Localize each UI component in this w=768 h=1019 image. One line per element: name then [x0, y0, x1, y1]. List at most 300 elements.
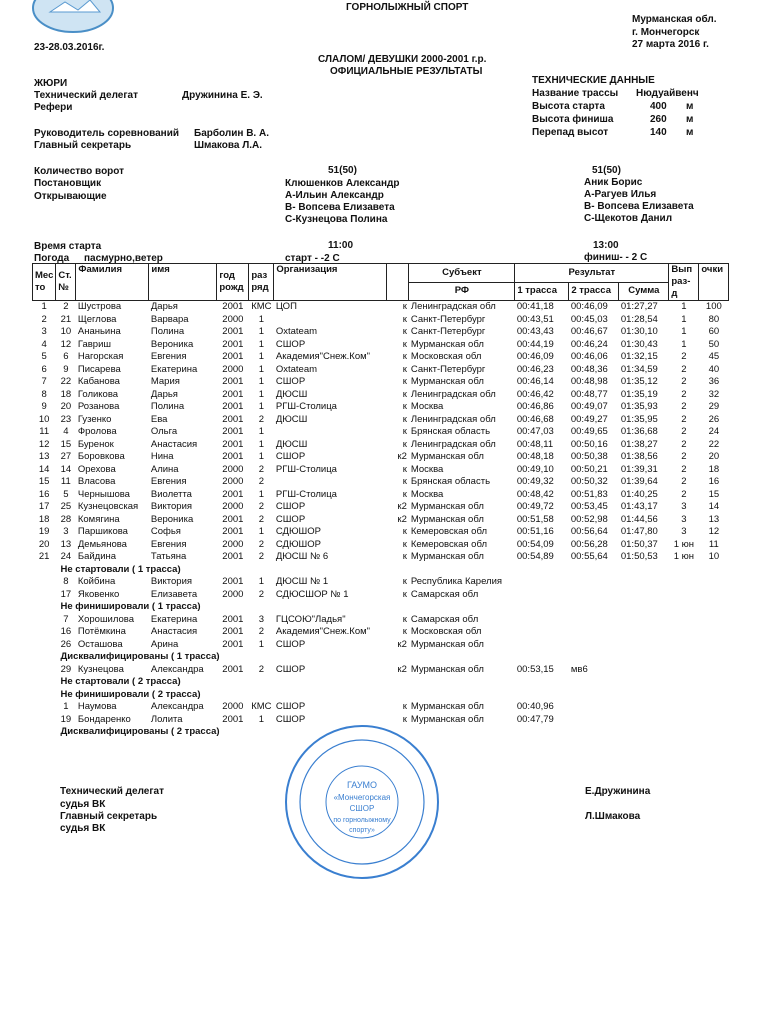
cell-place: 20 [38, 538, 50, 550]
cell-k: к [402, 613, 407, 625]
cell-bib: 8 [63, 576, 69, 587]
cell-points: 20 [708, 451, 720, 462]
cell-year: 2001 [222, 338, 244, 350]
cell-rank: 2 [258, 513, 264, 525]
cell-org [274, 314, 387, 327]
cell-surname: Кузнецовская [77, 501, 139, 512]
cell-rank: 1 [258, 363, 264, 375]
cell-org: Oxtateam [275, 326, 318, 337]
cell-place: 5 [41, 351, 47, 362]
cell-surname: Щеглова [77, 313, 117, 325]
cell-vyp [669, 626, 699, 639]
cell-sum: 01:50,53 [620, 551, 658, 562]
cell-sum: 01:27,27 [620, 301, 658, 312]
cell-name: Арина [150, 638, 179, 650]
cell-points: 50 [708, 338, 720, 350]
cell-run1: 00:46,42 [516, 388, 554, 400]
cell-surname: Наумова [77, 701, 117, 712]
logo [30, 0, 116, 34]
cell-rank: 2 [258, 476, 264, 487]
cell-surname: Шустрова [77, 301, 122, 312]
cell-k: к [402, 576, 407, 587]
cell-run2: 00:50,16 [570, 438, 608, 450]
cell-rank: 1 [258, 376, 264, 387]
cell-org: СШОР [275, 376, 306, 387]
cell-sum [619, 639, 669, 652]
cell-k: к [402, 551, 407, 562]
cell-run1: 00:47,79 [516, 713, 554, 725]
footer-judge-label-1: судья ВК [60, 799, 106, 810]
cell-k: к [402, 438, 407, 450]
cell-place: 11 [39, 426, 50, 437]
cell-bib: 16 [60, 626, 72, 637]
cell-surname: Чернышова [77, 488, 130, 500]
cell-surname: Боровкова [77, 451, 125, 462]
header-run2: 2 трасса [569, 282, 619, 301]
cell-year: 2001 [222, 426, 244, 437]
cell-run1: 00:46,14 [516, 376, 554, 387]
header-rank: раз ряд [249, 264, 274, 301]
cell-points: 45 [708, 351, 720, 362]
cell-rank: 1 [258, 388, 264, 400]
run1-setter: Клюшенков Александр [285, 178, 400, 189]
run1-forerunner-c: С-Кузнецова Полина [285, 214, 388, 225]
cell-run1: 00:54,89 [516, 551, 554, 562]
header-result: Результат [515, 264, 669, 283]
vertical-drop-unit: м [686, 127, 694, 138]
cell-vyp: 2 [681, 413, 687, 425]
cell-subject: Мурманская обл [410, 638, 484, 650]
cell-k: к [402, 426, 407, 437]
vertical-drop-value: 140 [650, 127, 667, 138]
cell-vyp: 2 [681, 476, 687, 487]
cell-sum: 01:34,59 [620, 363, 658, 375]
cell-year: 2000 [222, 463, 244, 475]
cell-subject: Мурманская обл [410, 551, 484, 562]
cell-name: Нина [150, 451, 174, 462]
cell-name: Екатерина [150, 613, 198, 625]
header-year: год рожд [217, 264, 249, 301]
cell-name: Полина [150, 401, 185, 412]
cell-bib: 6 [63, 351, 69, 362]
start-alt-label: Высота старта [532, 101, 605, 112]
cell-run1: 00:48,18 [516, 451, 554, 462]
cell-name: Вероника [150, 338, 194, 350]
city: г. Мончегорск [632, 27, 700, 38]
cell-sum: 01:38,56 [620, 451, 658, 462]
cell-points: 60 [708, 326, 720, 337]
cell-surname: Койбина [77, 576, 116, 587]
header-place: Мес то [33, 264, 56, 301]
finish-alt-label: Высота финиша [532, 114, 614, 125]
cell-subject: Санкт-Петербург [410, 326, 486, 337]
cell-name: Дарья [150, 388, 178, 400]
cell-name: Евгения [150, 476, 187, 487]
cell-surname: Розанова [77, 401, 120, 412]
cell-subject: Московская обл [410, 351, 482, 362]
cell-bib: 14 [60, 463, 72, 475]
cell-run2: 00:46,06 [570, 351, 608, 362]
cell-run2 [569, 714, 619, 727]
cell-bib: 17 [60, 588, 72, 600]
cell-subject: Брянская область [410, 426, 491, 437]
section-heading [33, 564, 729, 577]
run1-gates: 51(50) [328, 165, 357, 176]
cell-k: к2 [397, 638, 407, 650]
cell-year: 2000 [222, 476, 244, 487]
cell-rank: 1 [258, 713, 264, 725]
cell-points [699, 614, 729, 627]
cell-surname: Хорошилова [77, 613, 135, 625]
cell-rank: 2 [258, 413, 264, 425]
cell-org [274, 426, 387, 439]
cell-org: ДЮСШ [275, 388, 308, 400]
cell-rank: 1 [258, 576, 264, 587]
cell-year: 2001 [222, 526, 244, 537]
cell-points [699, 664, 729, 677]
cell-bib: 25 [60, 501, 72, 512]
cell-bib: 3 [63, 526, 69, 537]
table-row [33, 514, 729, 527]
cell-run2: мв6 [570, 663, 588, 675]
table-row-dns [33, 589, 729, 602]
region: Мурманская обл. [632, 14, 717, 25]
cell-k: к [402, 338, 407, 350]
table-row [33, 551, 729, 564]
cell-surname: Ананьина [77, 326, 121, 337]
table-row-dnf [33, 701, 729, 714]
cell-name: Лолита [150, 713, 183, 725]
cell-k: к [402, 401, 407, 412]
cell-k: к [402, 526, 407, 537]
svg-text:«Мончегорская: «Мончегорская [333, 793, 391, 802]
cell-points: 12 [708, 526, 720, 537]
cell-run1: 00:48,11 [516, 438, 554, 450]
cell-name: Александра [150, 701, 204, 712]
gates-label: Количество ворот [34, 166, 125, 177]
cell-subject: Мурманская обл [410, 451, 484, 462]
cell-k: к2 [397, 501, 407, 512]
cell-bib: 9 [63, 363, 69, 375]
cell-vyp [669, 614, 699, 627]
cell-run1: 00:43,43 [516, 326, 554, 337]
cell-run2: 00:48,77 [570, 388, 608, 400]
cell-surname: Бондаренко [77, 713, 131, 725]
cell-place: 8 [41, 388, 47, 400]
cell-subject: Кемеровская обл [410, 538, 488, 550]
weather-label: Погода [34, 253, 70, 264]
cell-vyp: 2 [681, 451, 687, 462]
cell-bib: 19 [60, 713, 72, 725]
cell-surname: Кузнецова [77, 663, 124, 675]
cell-vyp [669, 664, 699, 677]
cell-k: к [402, 313, 407, 325]
cell-k: к [402, 463, 407, 475]
cell-year: 2000 [222, 313, 244, 325]
course-name-value: Нюдуайвенч [636, 88, 699, 99]
section-title: Дисквалифицированы ( 2 трасса) [60, 726, 220, 737]
cell-name: Дарья [150, 301, 178, 312]
table-row [33, 539, 729, 552]
cell-vyp: 2 [681, 463, 687, 475]
cell-name: Ольга [150, 426, 178, 437]
cell-rank: 2 [258, 588, 264, 600]
cell-year: 2001 [222, 376, 244, 387]
cell-sum: 01:30,43 [620, 338, 658, 350]
tech-delegate-label: Технический делегат [34, 90, 138, 101]
cell-subject: Республика Карелия [410, 576, 503, 587]
cell-subject: Ленинградская обл [410, 388, 496, 400]
cell-run1: 00:53,15 [516, 663, 554, 675]
cell-bib: 13 [60, 538, 72, 550]
cell-points: 13 [708, 513, 720, 525]
cell-surname: Гавриш [77, 338, 112, 350]
cell-place: 21 [38, 551, 50, 562]
cell-org: ДЮСШ [275, 413, 308, 425]
section-title: Не стартовали ( 2 трасса) [60, 676, 181, 687]
setter-label: Постановщик [34, 178, 102, 189]
header-name: имя [149, 264, 217, 301]
cell-year: 2001 [222, 413, 244, 425]
weather-value: пасмурно,ветер [84, 253, 163, 264]
cell-bib: 10 [60, 326, 72, 337]
cell-run1 [515, 576, 569, 589]
cell-subject: Самарская обл [410, 613, 479, 625]
cell-run2: 00:49,07 [570, 401, 608, 412]
cell-surname: Нагорская [77, 351, 124, 362]
header-org: Организация [274, 264, 387, 301]
table-row [33, 351, 729, 364]
cell-surname: Демьянова [77, 538, 127, 550]
section-title: Не финишировали ( 2 трасса) [60, 688, 201, 700]
cell-org: СШОР [275, 501, 306, 512]
header-surname: Фамилия [76, 264, 149, 301]
table-row [33, 426, 729, 439]
cell-place: 14 [38, 463, 50, 475]
cell-org [274, 476, 387, 489]
cell-surname: Паршикова [77, 526, 128, 537]
cell-vyp: 2 [681, 488, 687, 500]
cell-k: к2 [397, 451, 407, 462]
cell-points: 14 [708, 501, 720, 512]
cell-place: 15 [38, 476, 50, 487]
svg-text:СШОР: СШОР [349, 804, 375, 813]
cell-surname: Буренок [77, 438, 114, 450]
cell-k: к [402, 713, 407, 725]
cell-run1: 00:49,32 [516, 476, 554, 487]
cell-org: СШОР [275, 701, 306, 712]
cell-points [699, 639, 729, 652]
cell-org: СШОР [275, 451, 306, 462]
cell-place [33, 576, 56, 589]
cell-sum: 01:35,93 [620, 401, 658, 412]
cell-rank: 2 [258, 538, 264, 550]
cell-subject: Мурманская обл [410, 663, 484, 675]
cell-k: к [402, 413, 407, 425]
cell-name: Ева [150, 413, 168, 425]
cell-place [33, 664, 56, 677]
cell-k: к [402, 388, 407, 400]
cell-vyp: 2 [681, 388, 687, 400]
cell-subject: Москва [410, 401, 444, 412]
cell-run2 [569, 576, 619, 589]
course-name-label: Название трассы [532, 88, 619, 99]
cell-vyp: 2 [681, 351, 687, 362]
cell-rank: 1 [258, 313, 264, 325]
cell-points [699, 701, 729, 714]
cell-points: 11 [708, 538, 719, 550]
cell-bib: 11 [60, 476, 71, 487]
header-sum: Сумма [619, 282, 669, 301]
tech-title: ТЕХНИЧЕСКИЕ ДАННЫЕ [532, 75, 655, 86]
cell-sum: 01:40,25 [620, 488, 658, 500]
cell-run2: 00:46,67 [570, 326, 608, 337]
cell-place: 19 [38, 526, 50, 537]
cell-run1: 00:49,10 [516, 463, 554, 475]
run1-temp: старт - -2 С [285, 253, 340, 264]
cell-year: 2001 [222, 388, 244, 400]
official-stamp [282, 722, 442, 882]
cell-run1: 00:54,09 [516, 538, 554, 550]
cell-points: 18 [708, 463, 720, 475]
table-row [33, 439, 729, 452]
cell-org: СШОР [275, 713, 306, 725]
table-row [33, 476, 729, 489]
cell-subject: Мурманская обл [410, 701, 484, 712]
cell-subject: Мурманская обл [410, 713, 484, 725]
table-row [33, 526, 729, 539]
header-rf: РФ [409, 282, 515, 301]
cell-sum [619, 626, 669, 639]
cell-bib: 7 [63, 613, 69, 625]
cell-run2 [569, 701, 619, 714]
cell-points: 22 [708, 438, 720, 450]
cell-run2: 00:48,36 [570, 363, 608, 375]
cell-rank: 1 [258, 326, 264, 337]
cell-year: 2001 [222, 513, 244, 525]
cell-surname: Власова [77, 476, 116, 487]
cell-bib: 26 [60, 638, 72, 650]
table-row [33, 326, 729, 339]
cell-year: 2000 [222, 538, 244, 550]
table-row [33, 451, 729, 464]
table-row-dsq [33, 664, 729, 677]
cell-place: 2 [41, 313, 47, 325]
cell-year: 2001 [222, 576, 244, 587]
cell-vyp: 3 [681, 501, 687, 512]
tech-delegate-name: Дружинина Е. Э. [182, 90, 263, 101]
cell-bib: 5 [63, 488, 69, 500]
cell-k: к [402, 538, 407, 550]
cell-run1: 00:51,16 [516, 526, 554, 537]
cell-name: Алина [150, 463, 179, 475]
cell-run2: 00:48,98 [570, 376, 608, 387]
footer-secretary-label: Главный секретарь [60, 811, 158, 822]
cell-vyp: 1 юн [673, 551, 694, 562]
cell-run2: 00:50,38 [570, 451, 608, 462]
cell-bib: 15 [60, 438, 72, 450]
cell-year: 2001 [222, 488, 244, 500]
cell-year: 2000 [222, 701, 244, 712]
cell-org: Oxtateam [275, 363, 318, 375]
cell-run1: 00:46,86 [516, 401, 554, 412]
cell-rank: 2 [258, 626, 264, 637]
cell-run2 [569, 639, 619, 652]
cell-place: 7 [41, 376, 47, 387]
finish-alt-unit: м [686, 114, 694, 125]
secretary-name: Шмакова Л.А. [194, 140, 263, 151]
cell-points [699, 576, 729, 589]
event-title: СЛАЛОМ/ ДЕВУШКИ 2000-2001 г.р. [318, 54, 487, 65]
cell-rank: 1 [258, 438, 264, 450]
cell-year: 2001 [222, 451, 244, 462]
cell-sum: 01:39,31 [620, 463, 658, 475]
cell-run2: 00:56,64 [570, 526, 608, 537]
cell-place [33, 714, 56, 727]
cell-run2 [569, 626, 619, 639]
cell-name: Екатерина [150, 363, 198, 375]
table-row [33, 364, 729, 377]
cell-k: к [402, 701, 407, 712]
svg-text:ГАУМО: ГАУМО [346, 780, 378, 790]
footer-judge-label-2: судья ВК [60, 823, 106, 834]
vertical-drop-label: Перепад высот [532, 127, 609, 138]
table-header-row-1 [33, 264, 729, 283]
cell-surname: Байдина [77, 551, 117, 562]
cell-k: к [402, 626, 407, 637]
cell-run2: 00:51,83 [570, 488, 608, 500]
cell-subject: Мурманская обл [410, 513, 484, 525]
cell-run1 [515, 589, 569, 602]
cell-rank: 1 [258, 638, 264, 650]
cell-run1: 00:46,23 [516, 363, 554, 375]
cell-bib: 4 [63, 426, 69, 437]
cell-vyp [669, 589, 699, 602]
cell-year: 2001 [222, 301, 244, 312]
cell-points: 24 [708, 426, 720, 437]
cell-run2: 00:46,09 [570, 301, 608, 312]
cell-run2: 00:52,98 [570, 513, 608, 525]
cell-subject: Москва [410, 463, 444, 475]
referee-label: Рефери [34, 102, 73, 113]
cell-rank: 3 [258, 613, 264, 625]
cell-place: 1 [41, 301, 47, 312]
cell-surname: Яковенко [77, 588, 120, 600]
cell-sum: 01:35,12 [620, 376, 658, 387]
cell-bib: 20 [60, 401, 72, 412]
cell-year: 2001 [222, 638, 244, 650]
cell-points: 15 [708, 488, 720, 500]
cell-year: 2001 [222, 626, 244, 637]
cell-org: ЦОП [275, 301, 297, 312]
cell-place: 3 [41, 326, 47, 337]
table-row [33, 389, 729, 402]
header-blank [387, 264, 409, 301]
cell-surname: Орехова [77, 463, 116, 475]
cell-points [699, 626, 729, 639]
cell-rank: 1 [258, 451, 264, 462]
svg-text:спорту»: спорту» [349, 827, 375, 834]
cell-run2: 00:50,21 [570, 463, 608, 475]
secretary-label: Главный секретарь [34, 140, 132, 151]
cell-surname: Кабанова [77, 376, 120, 387]
svg-text:по горнолыжному: по горнолыжному [333, 817, 391, 824]
cell-sum: 01:28,54 [620, 313, 658, 325]
cell-run1: 00:51,58 [516, 513, 554, 525]
cell-org: СДЮШОР [275, 538, 321, 550]
cell-run1: 00:47,03 [516, 426, 554, 437]
cell-year: 2001 [222, 551, 244, 562]
